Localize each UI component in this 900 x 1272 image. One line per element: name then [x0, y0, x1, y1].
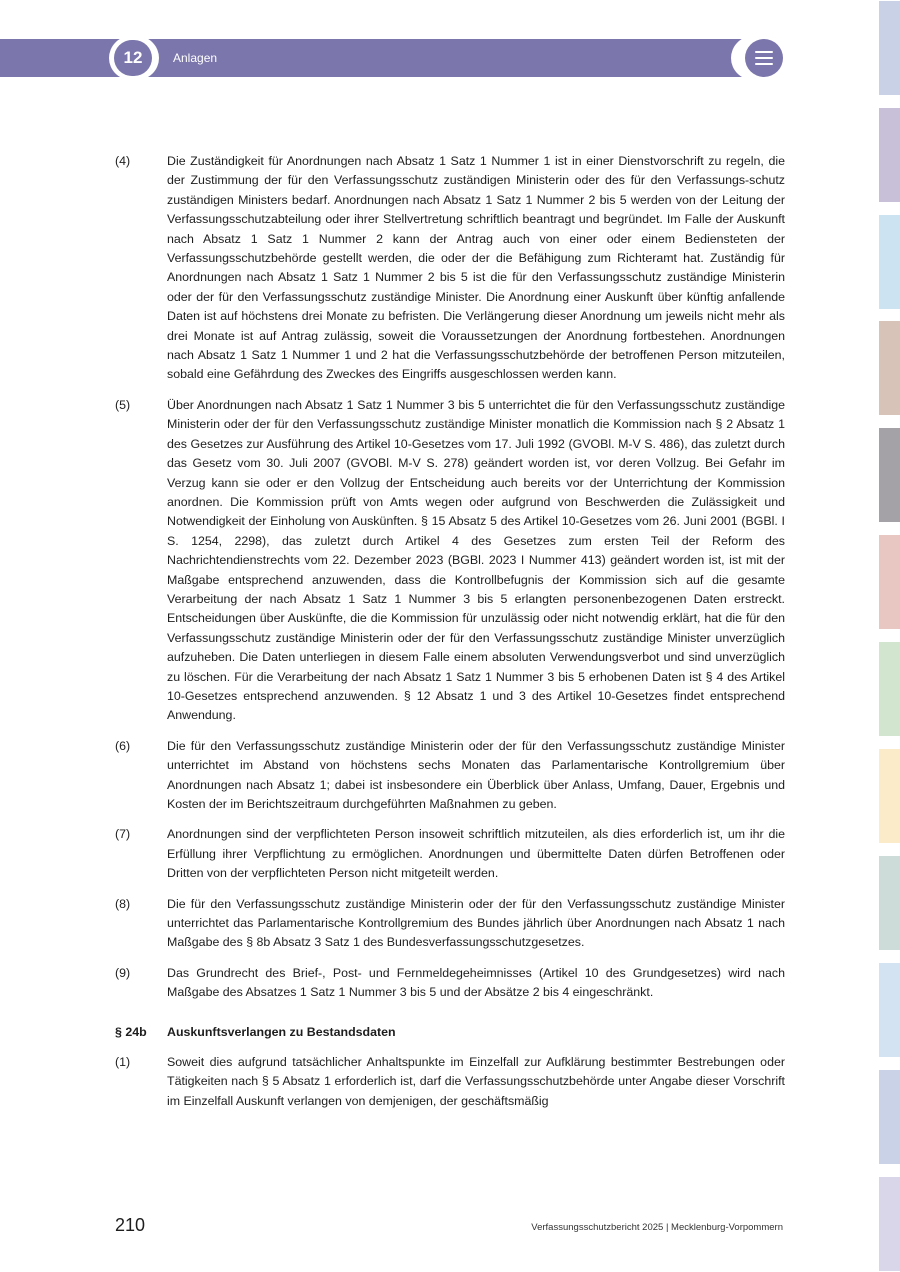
- paragraph-text: Das Grundrecht des Brief-, Post- und Fernmeldegeheimnisses (Artikel 10 des Grundgesetzes) wird nach Maßgabe des Absatzes 1 Satz 1 Nummer 3 bis 5 und der Absätze 2 bis 4 eingeschränkt.: [167, 965, 785, 1000]
- hamburger-menu-icon: [755, 63, 773, 65]
- paragraph-text: Anordnungen sind der verpflichteten Person insoweit schriftlich mitzuteilen, als dies erforderlich ist, um ihr die Erfüllung ihrer Verpflichtung zu ermöglichen. Anordnungen und übermittelte Daten dürfen Betroffenen oder Dritten von der verpflichteten Person nicht mitgeteilt werden.: [167, 827, 785, 881]
- paragraph-list: [115, 152, 785, 1003]
- paragraph-text: Die Zuständigkeit für Anordnungen nach Absatz 1 Satz 1 Nummer 1 ist in einer Dienstvorschrift zu regeln, die der Zustimmung der für den Verfassungsschutz zuständigen Ministerin oder des für den Verfassungs-schutz zuständigen Ministers bedarf. Anordnungen nach Absatz 1 Satz 1 Nummer 2 bis 5 werden von der Leitung der Verfassungsschutzabteilung oder ihrer Stellvertretung schriftlich beantragt und begründet. Im Falle der Auskunft nach Absatz 1 Satz 1 Nummer 2 kann der Antrag auch von einer oder einem Bediensteten der Verfassungsschutzbehörde gestellt werden, die oder der die Befähigung zum Richteramt hat. Zuständig für Anordnungen nach Absatz 1 Satz 1 Nummer 2 bis 5 ist die für den Verfassungsschutz zuständige Ministerin oder der für den Verfassungsschutz zuständige Minister. Die Anordnung einer Auskunft über künftig anfallende Daten ist auf höchstens drei Monate zu befristen. Die Verlängerung dieser Anordnung um jeweils nicht mehr als drei Monate ist auf Antrag zulässig, soweit die Voraussetzungen der Anordnung fortbestehen. Anordnungen nach Absatz 1 Satz 1 Nummer 1 und 2 hat die Verfassungsschutzbehörde der betroffenen Person mitzuteilen, sobald eine Gefährdung des Zweckes des Eingriffs ausgeschlossen werden kann.: [167, 154, 785, 382]
- side-tab-12[interactable]: [879, 1177, 900, 1271]
- hamburger-menu-icon: [755, 57, 773, 59]
- paragraph: [115, 396, 785, 726]
- chapter-title: Anlagen: [173, 51, 218, 65]
- paragraph-number: (5): [115, 397, 131, 412]
- side-tab-4[interactable]: [879, 321, 900, 415]
- paragraph-text: Die für den Verfassungsschutz zuständige Ministerin oder der für den Verfassungsschutz zuständige Minister unterrichtet das Parlamentarische Kontrollgremium des Bundes jährlich über Anordnungen nach Absatz 1 nach Maßgabe des § 8b Absatz 3 Satz 1 des Bundesverfassungsschutzgesetzes.: [167, 896, 785, 950]
- paragraph-number: (7): [115, 827, 131, 842]
- paragraph: [115, 152, 785, 385]
- side-tab-9[interactable]: [879, 856, 900, 950]
- section-title: Auskunftsverlangen zu Bestandsdaten: [167, 1024, 396, 1039]
- section-number: § 24b: [115, 1024, 147, 1039]
- paragraph-number: (1): [115, 1055, 131, 1070]
- paragraph: [115, 825, 785, 883]
- side-tab-8[interactable]: [879, 749, 900, 843]
- paragraph-number: (8): [115, 896, 131, 911]
- paragraph-number: (4): [115, 154, 131, 168]
- hamburger-menu-icon: [755, 51, 773, 53]
- paragraph: [115, 1053, 785, 1111]
- paragraph-number: (9): [115, 965, 131, 980]
- side-tab-10[interactable]: [879, 963, 900, 1057]
- side-tab-11[interactable]: [879, 1070, 900, 1164]
- section-heading: [115, 1023, 785, 1042]
- side-tab-3[interactable]: [879, 215, 900, 309]
- page-number: 210: [115, 1215, 146, 1235]
- paragraph: [115, 895, 785, 953]
- footer-text: Verfassungsschutzbericht 2025 | Mecklenburg-Vorpommern: [531, 1222, 783, 1233]
- side-tab-5[interactable]: [879, 428, 900, 522]
- paragraph: [115, 737, 785, 815]
- paragraph-text: Die für den Verfassungsschutz zuständige Ministerin oder der für den Verfassungsschutz zuständige Minister unterrichtet im Abstand von höchstens sechs Monaten das Parlamentarische Kontrollgremium über Anordnungen nach Absatz 1; dabei ist insbesondere ein Überblick über Anlass, Umfang, Dauer, Ergebnis und Kosten der im Berichtszeitraum durchgeführten Maßnahmen zu geben.: [167, 738, 785, 811]
- paragraph: [115, 964, 785, 1003]
- document-body: [115, 152, 785, 1122]
- side-tab-7[interactable]: [879, 642, 900, 736]
- paragraph-number: (6): [115, 738, 131, 753]
- section-paragraph-list: [115, 1053, 785, 1111]
- side-tab-2[interactable]: [879, 108, 900, 202]
- side-tab-6[interactable]: [879, 535, 900, 629]
- paragraph-text: Soweit dies aufgrund tatsächlicher Anhaltspunkte im Einzelfall zur Aufklärung bestimmter Bestrebungen oder Tätigkeiten nach § 5 Absatz 1 erforderlich ist, darf die Verfassungsschutzbehörde unter Angabe dieser Vorschrift im Einzelfall Auskunft verlangen von demjenigen, der geschäftsmäßig: [167, 1055, 785, 1108]
- side-tab-1[interactable]: [879, 1, 900, 95]
- chapter-number: 12: [114, 40, 152, 76]
- menu-button[interactable]: [745, 39, 783, 77]
- paragraph-text: Über Anordnungen nach Absatz 1 Satz 1 Nummer 3 bis 5 unterrichtet die für den Verfassungsschutz zuständige Ministerin oder der für den Verfassungsschutz zuständige Minister monatlich die Kommission nach § 2 Absatz 1 des Gesetzes zur Ausführung des Artikel 10-Gesetzes vom 17. Juli 1992 (GVOBl. M-V S. 486), das zuletzt durch das Gesetz vom 30. Juli 2007 (GVOBl. M-V S. 278) geändert worden ist, vor deren Vollzug. Bei Gefahr im Verzug kann sie oder er den Vollzug der Entscheidung auch bereits vor der Unterrichtung der Kommission anordnen. Die Kommission prüft von Amts wegen oder aufgrund von Beschwerden die Zulässigkeit und Notwendigkeit der Einholung von Auskünften. § 15 Absatz 5 des Artikel 10-Gesetzes vom 26. Juni 2001 (BGBl. I S. 1254, 2298), das zuletzt durch Artikel 4 des Gesetzes zum ersten Teil der Reform des Nachrichtendienstrechts vom 22. Dezember 2023 (BGBl. 2023 I Nummer 413) geändert worden ist, ist mit der Maßgabe entsprechend anzuwenden, dass die Kontrollbefugnis der Kommission sich auf die gesamte Verarbeitung der nach Absatz 1 Satz 1 Nummer 3 bis 5 erlangten personenbezogenen Daten erstreckt. Entscheidungen über Auskünfte, die die Kommission für unzulässig oder nicht notwendig erklärt, hat die für den Verfassungsschutz zuständige Ministerin oder der für den Verfassungsschutz zuständige Minister unverzüglich aufzuheben. Die Daten unterliegen in diesem Falle einem absoluten Verwendungsverbot und sind unverzüglich zu löschen. Für die Verarbeitung der nach Absatz 1 Satz 1 Nummer 3 bis 5 erhobenen Daten ist § 4 des Artikel 10-Gesetzes entsprechend anzuwenden. § 12 Absatz 1 und 3 des Artikel 10-Gesetzes findet entsprechend Anwendung.: [167, 397, 785, 723]
